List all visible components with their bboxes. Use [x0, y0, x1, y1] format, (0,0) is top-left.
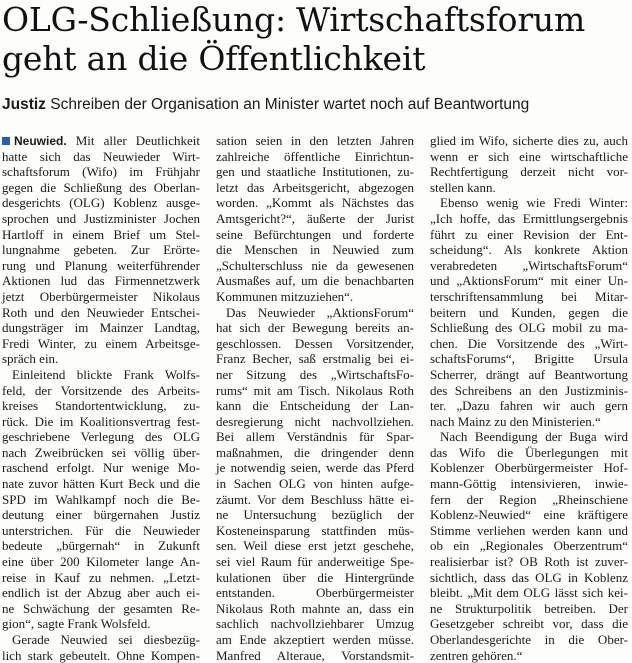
- article-line: [2, 289, 200, 305]
- article-line-text: Mit aller Deutlichkeit: [75, 133, 200, 148]
- article-line: [216, 367, 414, 383]
- article-column-2: [216, 133, 414, 663]
- article-line-text: scheidung“. Als konkrete Aktion: [430, 242, 628, 258]
- article-line-text: terschriftensammlung bei Mitar-: [430, 288, 628, 304]
- article-line: [2, 523, 200, 539]
- article-line: [430, 133, 628, 149]
- article-line-text: Amtsgericht?“, äußerte der Jurist: [216, 210, 414, 226]
- article-line: [430, 320, 628, 336]
- article-line: [430, 570, 628, 586]
- article-line-text: und „AktionsForum“ mit einer Un-: [430, 273, 628, 289]
- article-line: [430, 585, 628, 601]
- article-line-text: Bei allem Verständnis für Spar-: [216, 429, 414, 445]
- article-line: [430, 289, 628, 305]
- article-line-text: kann die Entscheidung der Lan-: [216, 398, 414, 414]
- article-line: [430, 242, 628, 258]
- article-line-text: Fredi Winter, zu einem Arbeitsge-: [2, 335, 200, 351]
- article-line-text: gion“, sagte Frank Wolsfeld.: [2, 616, 151, 632]
- article-line-text: Manfred Alteraue, Vorstandsmit-: [216, 647, 414, 663]
- article-line: [216, 351, 414, 367]
- article-line-text: SPD im Wahlkampf noch die Be-: [2, 491, 200, 507]
- article-line-text: Koblenz-Neuwied“ eine kräftigere: [430, 507, 628, 523]
- article-line-text: ne Strukturpolitik betreiben. Der: [430, 600, 628, 616]
- article-line: [430, 492, 628, 508]
- article-line-text: maßnahmen, die dringender denn: [216, 444, 414, 460]
- article-line: [216, 523, 414, 539]
- article-line-text: gen und staatliche Institutionen, zu-: [216, 164, 414, 180]
- article-line-text: Einleitend blickte Frank Wolfs-: [12, 366, 200, 382]
- article-line-text: Das Neuwieder „AktionsForum“: [226, 304, 414, 320]
- article-line: [430, 648, 628, 663]
- article-line: [2, 320, 200, 336]
- article-line: [216, 492, 414, 508]
- article-line: [430, 211, 628, 227]
- article-line: [2, 570, 200, 586]
- article-line: [2, 242, 200, 258]
- article-line: [2, 601, 200, 617]
- article-column-3: [430, 133, 628, 663]
- article-line: [216, 305, 414, 321]
- article-line: [216, 320, 414, 336]
- article-line-text: hat sich der Bewegung bereits an-: [216, 320, 414, 336]
- subheadline: [2, 96, 630, 114]
- article-line-text: ter. „Dazu fahren wir auch gern: [430, 398, 628, 414]
- article-line-text: rums“ mit am Tisch. Nikolaus Roth: [216, 382, 414, 398]
- article-line-text: Franz Becher, saß erstmalig bei ei-: [216, 351, 414, 367]
- article-line-text: hatte sich das Neuwieder Wirt-: [2, 148, 200, 164]
- article-line-text: sprochen und Justizminister Jochen: [2, 210, 200, 226]
- article-line-text: in Sachen OLG von hinten aufge-: [216, 476, 414, 492]
- article-line: [2, 460, 200, 476]
- article-line: [2, 258, 200, 274]
- article-line-text: kreises Standortentwicklung, zu-: [2, 398, 200, 414]
- article-line: [216, 242, 414, 258]
- article-line-text: glied im Wifo, sicherte dies zu, auch: [430, 133, 628, 148]
- article-line: [216, 211, 414, 227]
- article-line-text: endlich ist der Abzug aber auch ei-: [2, 585, 200, 601]
- article-line: [2, 507, 200, 523]
- article-line: [430, 351, 628, 367]
- article-line: [216, 180, 414, 196]
- article-line-text: schaftsforum (Wifo) im Frühjahr: [2, 164, 200, 180]
- article-line-text: Nikolaus Roth mahnte an, dass ein: [216, 600, 414, 616]
- article-line: [2, 273, 200, 289]
- article-line-text: die Menschen in Neuwied zum: [216, 242, 414, 258]
- article-line: [430, 164, 628, 180]
- article-line-text: entstanden. Oberbürgermeister: [216, 585, 414, 601]
- article-line-text: geschriebene Verlegung des OLG: [2, 429, 200, 445]
- subheadline-text: Schreiben der Organisation an Minister wartet noch auf Beantwortung: [50, 96, 530, 113]
- article-line-text: mann-Göttig intensivieren, inwie-: [430, 476, 628, 492]
- article-line: [216, 195, 414, 211]
- article-line: [430, 460, 628, 476]
- subheadline-kicker: Justiz: [2, 96, 46, 113]
- article-line: [216, 570, 414, 586]
- article-line-text: Roth und den Neuwieder Entschei-: [2, 304, 200, 320]
- article-line-text: Ebenso wenig wie Fredi Winter:: [440, 195, 628, 211]
- article-line: [2, 445, 200, 461]
- article-line-text: Kommunen mitzuziehen“.: [216, 288, 354, 304]
- article-line-text: letzt das Arbeitsgericht, abgezogen: [216, 179, 414, 195]
- article-line: [216, 585, 414, 601]
- article-line: [430, 414, 628, 430]
- article-line: [216, 414, 414, 430]
- article-line: [2, 305, 200, 321]
- article-line-text: rung und Planung weiterführender: [2, 257, 200, 273]
- article-line: [2, 383, 200, 399]
- article-line: [216, 554, 414, 570]
- article-line-text: schaftsForums“, Brigitte Ursula: [430, 351, 628, 367]
- article-line-text: Nach Beendigung der Buga wird: [440, 429, 628, 445]
- article-line: [430, 149, 628, 165]
- article-line-text: desregierung nicht nachvollziehen.: [216, 413, 414, 429]
- article-line: [2, 538, 200, 554]
- article-line: [216, 601, 414, 617]
- article-line-text: eine über 200 Kilometer lange An-: [2, 554, 200, 570]
- article-line: [430, 195, 628, 211]
- article-line-text: ne Schwächung der gesamten Re-: [2, 600, 200, 616]
- article-line-text: Hartloff in einem Brief um Stel-: [2, 226, 200, 242]
- article-line-text: Ausmaßes auf, um die benachbarten: [216, 273, 414, 289]
- article-line-text: nach Zweibrücken sei völlig über-: [2, 444, 200, 460]
- article-line: [216, 273, 414, 289]
- article-line: [2, 367, 200, 383]
- article-line-text: feld, der Vorsitzende des Arbeits-: [2, 382, 200, 398]
- article-line-text: stellen kann.: [430, 179, 496, 195]
- article-line: [216, 398, 414, 414]
- article-line-text: Gesetzgeber schreibt vor, dass die: [430, 616, 628, 632]
- article-line-text: Rechtfertigung derzeit nicht vor-: [430, 164, 628, 180]
- article-line-text: zahlreiche öffentliche Einrichtun-: [216, 148, 414, 164]
- article-line-text: realisierbar ist? OB Roth ist zuver-: [430, 554, 628, 570]
- article-line-text: das Wifo die Überlegungen mit: [430, 444, 628, 460]
- article-line-text: nach Mainz zu den Ministerien.“: [430, 413, 601, 429]
- article-line-text: raschend erfolgt. Nur wenige Mo-: [2, 460, 200, 476]
- article-line-text: Scherrer, drängt auf Beantwortung: [430, 366, 628, 382]
- article-line-text: gegen die Schließung des Oberlan-: [2, 179, 200, 195]
- article-line: [216, 133, 414, 149]
- article-line-text: zäumt. Vor dem Beschluss hätte ei-: [216, 491, 414, 507]
- article-line-text: deutung einer bürgernahen Justiz: [2, 507, 200, 523]
- article-line: [2, 616, 200, 632]
- article-line: [216, 460, 414, 476]
- article-line-text: Koblenzer Oberbürgermeister Hof-: [430, 460, 628, 476]
- article-line-text: spräch ein.: [2, 351, 59, 367]
- article-line: [2, 211, 200, 227]
- article-line-text: rück. Die im Koalitionsvertrag fest-: [2, 413, 200, 429]
- article-line-text: worden. „Kommt als Nächstes das: [216, 195, 414, 211]
- article-line-text: nate zuvor hätten Kurt Beck und die: [2, 476, 200, 492]
- article-line: [2, 227, 200, 243]
- article-line: [216, 507, 414, 523]
- article-line: [430, 227, 628, 243]
- article-line: [430, 336, 628, 352]
- article-line: [216, 476, 414, 492]
- article-line: [430, 601, 628, 617]
- article-line: [2, 133, 200, 149]
- article-line-text: sei viel Raum für anderweitige Spe-: [216, 554, 414, 570]
- article-line: [430, 367, 628, 383]
- article-line-text: reise in Kauf zu nehmen. „Letzt-: [2, 569, 200, 585]
- article-line: [216, 383, 414, 399]
- article-line: [430, 476, 628, 492]
- article-line-text: zentren gehören.“: [430, 647, 523, 663]
- article-line-text: bleibt. „Mit dem OLG lässt sich kei-: [430, 585, 628, 601]
- article-line-text: ob ein „Regionales Oberzentrum“: [430, 538, 628, 554]
- article-line-text: bedeute „bürgernah“ in Zukunft: [2, 538, 200, 554]
- article-line-text: sachlich nachvollziehbarer Umzug: [216, 616, 414, 632]
- article-line: [430, 305, 628, 321]
- article-line-text: je notwendig seien, werde das Pferd: [216, 460, 414, 476]
- article-line: [430, 258, 628, 274]
- article-line-text: kulationen über die Hintergründe: [216, 569, 414, 585]
- article-line-text: am Ende akzeptiert werden müsse.: [216, 632, 414, 647]
- article-line: [216, 336, 414, 352]
- article-line: [430, 383, 628, 399]
- article-line: [2, 398, 200, 414]
- article-line: [216, 632, 414, 648]
- article-line: [216, 227, 414, 243]
- article-line-text: lungnahme gebeten. Zur Erörte-: [2, 242, 200, 258]
- article-line: [216, 164, 414, 180]
- article-line-text: sen. Weil diese erst jetzt geschehe,: [216, 538, 414, 554]
- article-line: [430, 523, 628, 539]
- article-line-text: Stimme verliehen werden kann und: [430, 522, 628, 538]
- article-line-text: dungsträger im Mainzer Landtag,: [2, 320, 200, 336]
- article-line: [216, 445, 414, 461]
- headline-line-1: OLG-Schließung: Wirtschaftsforum: [2, 0, 586, 39]
- article-line-text: jetzt Oberbürgermeister Nikolaus: [2, 288, 200, 304]
- article-line-text: wenn er sich eine wirtschaftliche: [430, 148, 628, 164]
- article-line: [430, 632, 628, 648]
- article-line: [2, 585, 200, 601]
- article-line: [216, 616, 414, 632]
- article-line: [2, 632, 200, 648]
- article-line-text: Kosteneinsparung stattfinden müs-: [216, 522, 414, 538]
- article-line-text: ner Sitzung des „WirtschaftsFo-: [216, 366, 414, 382]
- article-line-text: seine Befürchtungen und forderte: [216, 226, 414, 242]
- dateline-marker-icon: [2, 137, 10, 145]
- article-line-text: beitern und Kunden, gegen die: [430, 304, 628, 320]
- article-line: [216, 258, 414, 274]
- article-line-text: des Schreibens an den Justizminis-: [430, 382, 628, 398]
- article-line-text: verabredeten „WirtschaftsForum“: [430, 257, 628, 273]
- article-line: [2, 429, 200, 445]
- article-line-text: geschlossen. Dessen Vorsitzender,: [216, 335, 414, 351]
- article-line: [216, 429, 414, 445]
- article-line: [216, 149, 414, 165]
- article-line: [430, 445, 628, 461]
- article-line: [2, 180, 200, 196]
- article-column-1: [2, 133, 200, 663]
- article-line: [2, 336, 200, 352]
- article-line-text: fern der Region „Rheinschiene: [430, 491, 628, 507]
- article-line: [430, 429, 628, 445]
- article-line-text: Oberlandesgerichte in die Ober-: [430, 632, 628, 647]
- article-line: [430, 616, 628, 632]
- article-line-text: führt zu einer Revision der Ent-: [430, 226, 628, 242]
- article-line: [216, 648, 414, 663]
- article-line: [430, 538, 628, 554]
- article-line-text: „Schulterschluss nie da gewesenen: [216, 257, 414, 273]
- article-line: [430, 398, 628, 414]
- article-line-text: desgerichts (OLG) Koblenz ausge-: [2, 195, 200, 211]
- article-line: [2, 414, 200, 430]
- article-line: [2, 554, 200, 570]
- article-line: [2, 648, 200, 663]
- article-line-text: Gerade Neuwied sei diesbezüg-: [12, 632, 200, 647]
- article-line: [430, 554, 628, 570]
- article-line-text: sation seien in den letzten Jahren: [216, 133, 414, 148]
- article-line-text: Schließung des OLG mobil zu ma-: [430, 320, 628, 336]
- article-line: [2, 149, 200, 165]
- headline-line-2: geht an die Öffentlichkeit: [2, 39, 426, 78]
- article-line-text: Aktionen lud das Firmennetzwerk: [2, 273, 200, 289]
- article-line-text: „Ich hoffe, das Ermittlungsergebnis: [430, 210, 628, 226]
- article-line-text: ne Untersuchung bezüglich der: [216, 507, 414, 523]
- article-line: [2, 195, 200, 211]
- dateline: Neuwied.: [14, 134, 67, 148]
- article-line: [2, 492, 200, 508]
- article-line-text: sichtlich, dass das OLG in Koblenz: [430, 569, 628, 585]
- article-line: [216, 538, 414, 554]
- article-line-text: unterstrichen. Für die Neuwieder: [2, 522, 200, 538]
- article-line: [430, 507, 628, 523]
- article-line: [2, 164, 200, 180]
- article-line-text: chen. Die Vorsitzende des „Wirt-: [430, 335, 628, 351]
- article-line: [2, 476, 200, 492]
- article-line: [216, 289, 414, 305]
- article-line: [430, 180, 628, 196]
- article-line: [2, 351, 200, 367]
- headline: [2, 0, 630, 78]
- article-line: [430, 273, 628, 289]
- article-line-text: lich stark gebeutelt. Ohne Kompen-: [2, 647, 200, 663]
